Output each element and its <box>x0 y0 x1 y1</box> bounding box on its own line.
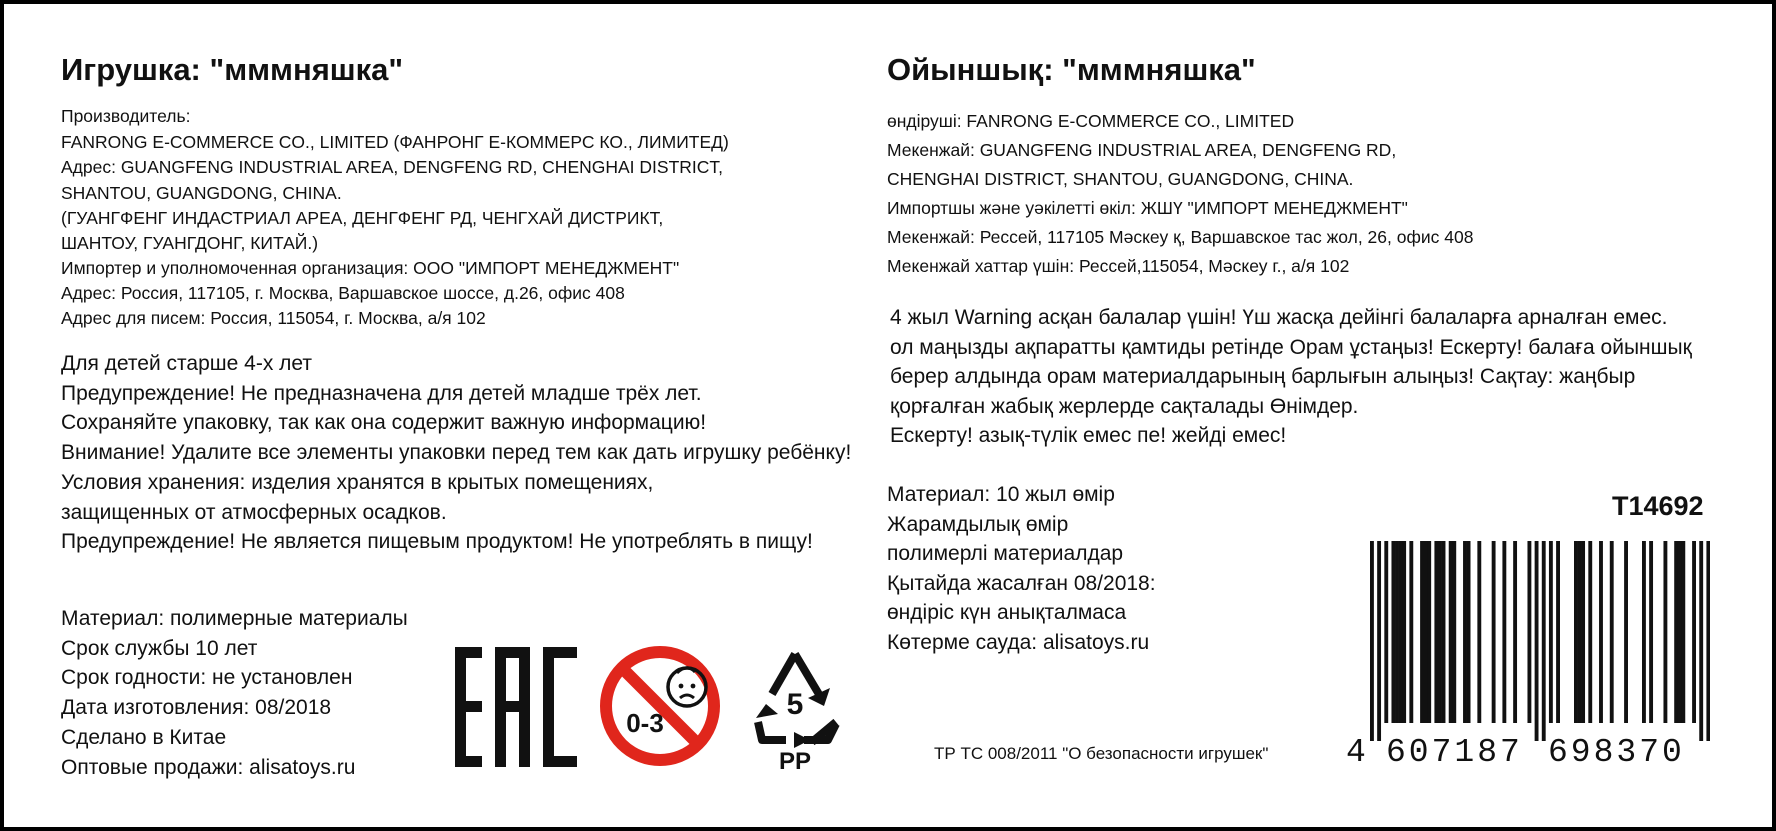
ru-detail-line: Срок службы 10 лет <box>61 636 258 660</box>
recycle-pp-icon <box>748 648 843 771</box>
barcode-bar <box>1674 541 1678 723</box>
ru-info-line: Адрес для писем: Россия, 115054, г. Москва, а/я 102 <box>61 308 486 328</box>
ru-warnings-block <box>61 349 851 557</box>
barcode-bar <box>1581 541 1585 723</box>
barcode-bar <box>1578 541 1582 723</box>
kz-info-line: өндіруші: FANRONG E-COMMERCE CO., LIMITED <box>887 111 1295 131</box>
barcode-bar <box>1574 541 1578 723</box>
barcode-guard-bar <box>1542 541 1546 741</box>
barcode-bars <box>1370 541 1710 741</box>
ru-info-line: Импортер и уполномоченная организация: ООО "ИМПОРТ МЕНЕДЖМЕНТ" <box>61 258 680 278</box>
barcode-bar <box>1399 541 1403 723</box>
barcode-bar <box>1624 541 1628 723</box>
kz-warning-line: қорғалған жабық жерлерде сақталады Өнімдер. <box>890 394 1359 418</box>
ru-info-line: SHANTOU, GUANGDONG, CHINA. <box>61 183 342 203</box>
barcode-bar <box>1649 541 1653 723</box>
kz-details-block <box>887 480 1156 658</box>
recycle-material: PP <box>778 748 812 771</box>
article-code: T14692 <box>1612 491 1704 521</box>
kz-warnings-block <box>890 303 1692 451</box>
barcode-bar <box>1642 541 1646 723</box>
kz-info-line: Мекенжай: Рессей, 117105 Мәскеу қ, Варшавское тас жол, 26, офис 408 <box>887 227 1474 247</box>
ru-warning-line: Внимание! Удалите все элементы упаковки перед тем как дать игрушку ребёнку! <box>61 441 852 465</box>
ru-info-line: Производитель: <box>61 106 191 126</box>
barcode-bar <box>1442 541 1446 723</box>
ru-warning-line: Предупреждение! Не предназначена для детей младше трёх лет. <box>61 381 702 405</box>
ru-warning-line: Условия хранения: изделия хранятся в крытых помещениях, <box>61 470 654 494</box>
barcode-guard-bar <box>1699 541 1703 741</box>
ru-info-line: ШАНТОУ, ГУАНГДОНГ, КИТАЙ.) <box>61 233 319 253</box>
ru-detail-line: Материал: полимерные материалы <box>61 607 408 630</box>
barcode-bar <box>1452 541 1456 723</box>
barcode-bar <box>1513 541 1517 723</box>
barcode-bar <box>1409 541 1413 723</box>
kz-warning-line: ол маңызды ақпаратты қамтиды ретінде Орам ұстаңыз! Ескерту! балаға ойыншық <box>890 335 1692 359</box>
barcode-first-digit: 4 <box>1346 734 1369 771</box>
ru-warning-line: Предупреждение! Не является пищевым продуктом! Не употреблять в пищу! <box>61 530 813 554</box>
barcode-guard-bar <box>1535 541 1539 741</box>
ru-warning-line: Сохраняйте упаковку, так как она содержит важную информацию! <box>61 411 707 435</box>
barcode-bar <box>1402 541 1406 723</box>
ru-info-line: Адрес: GUANGFENG INDUSTRIAL AREA, DENGFENG RD, CHENGHAI DISTRICT, <box>61 157 724 177</box>
barcode-bar <box>1395 541 1399 723</box>
barcode-bar <box>1438 541 1442 723</box>
ru-info-line: (ГУАНГФЕНГ ИНДАСТРИАЛ АРЕА, ДЕНГФЕНГ РД, ЧЕНГХАЙ ДИСТРИКТ, <box>61 208 664 228</box>
kz-detail-line: Жарамдылық өмір <box>887 512 1069 536</box>
barcode-bar <box>1556 541 1560 723</box>
barcode-bar <box>1467 541 1471 723</box>
barcode-bar <box>1663 541 1667 723</box>
ru-info-line: Адрес: Россия, 117105, г. Москва, Варшавское шоссе, д.26, офис 408 <box>61 283 625 303</box>
barcode-bar <box>1588 541 1592 723</box>
barcode-left-digits: 607187 <box>1386 734 1523 771</box>
ru-detail-line: Срок годности: не установлен <box>61 666 353 690</box>
kz-title: Ойыншық: "мммняшка" <box>887 52 1256 87</box>
barcode-guard-bar <box>1706 541 1710 741</box>
barcode-guard-bar <box>1370 541 1374 741</box>
kz-detail-line: полимерлі материалдар <box>887 542 1124 566</box>
barcode-bar <box>1463 541 1467 723</box>
barcode-bar <box>1449 541 1453 723</box>
barcode-bar <box>1678 541 1682 723</box>
kz-detail-line: өндіріс күн анықталмаса <box>887 601 1127 625</box>
ru-title: Игрушка: "мммняшка" <box>61 52 404 87</box>
age-range-label: 0-3 <box>626 708 664 738</box>
barcode-bar <box>1549 541 1553 723</box>
barcode-bar <box>1692 541 1696 723</box>
kz-info-line: Мекенжай: GUANGFENG INDUSTRIAL AREA, DENGFENG RD, <box>887 140 1397 160</box>
barcode-right-digits: 698370 <box>1548 734 1685 771</box>
barcode-bar <box>1477 541 1481 723</box>
kz-warning-line: Ескерту! азық-түлік емес пе! жейді емес! <box>890 424 1287 448</box>
kz-info-line: CHENGHAI DISTRICT, SHANTOU, GUANGDONG, CHINA. <box>887 169 1354 189</box>
kz-detail-line: Материал: 10 жыл өмір <box>887 483 1115 506</box>
kz-warning-line: берер алдында орам материалдарының барлығын алыңыз! Сақтау: жаңбыр <box>890 365 1636 389</box>
ru-detail-line: Дата изготовления: 08/2018 <box>61 696 332 720</box>
ru-info-line: FANRONG E-COMMERCE CO., LIMITED (ФАНРОНГ Е-КОММЕРС КО., ЛИМИТЕД) <box>61 132 729 152</box>
kz-info-block <box>887 107 1473 281</box>
barcode-bar <box>1391 541 1395 723</box>
ru-detail-line: Оптовые продажи: alisatoys.ru <box>61 755 356 779</box>
ru-warning-line: Для детей старше 4-х лет <box>61 352 313 375</box>
barcode <box>1370 541 1710 741</box>
barcode-bar <box>1599 541 1603 723</box>
age-warning-icon <box>599 645 721 767</box>
barcode-bar <box>1420 541 1424 723</box>
kz-info-line: Импортшы және уәкілетті өкіл: ЖШҮ "ИМПОРТ МЕНЕДЖМЕНТ" <box>887 198 1408 218</box>
barcode-bar <box>1434 541 1438 723</box>
barcode-bar <box>1427 541 1431 723</box>
eac-mark-icon <box>455 647 577 767</box>
ru-warning-line: защищенных от атмосферных осадков. <box>61 500 447 524</box>
kz-detail-line: Көтерме сауда: alisatoys.ru <box>887 630 1150 654</box>
kz-detail-line: Қытайда жасалған 08/2018: <box>887 571 1156 595</box>
ru-details-block <box>61 604 408 782</box>
barcode-bar <box>1424 541 1428 723</box>
barcode-bar <box>1492 541 1496 723</box>
regulation-text: ТР ТС 008/2011 "О безопасности игрушек" <box>934 744 1269 763</box>
barcode-guard-bar <box>1377 541 1381 741</box>
ru-detail-line: Сделано в Китае <box>61 725 227 749</box>
ru-info-block <box>61 104 841 331</box>
kz-info-line: Мекенжай хаттар үшін: Рессей,115054, Мәскеу г., а/я 102 <box>887 256 1350 276</box>
recycle-number: 5 <box>786 688 804 721</box>
barcode-bar <box>1527 541 1531 723</box>
barcode-bar <box>1384 541 1388 723</box>
barcode-bar <box>1502 541 1506 723</box>
barcode-bar <box>1681 541 1685 723</box>
kz-warning-line: 4 жыл Warning асқан балалар үшін! Үш жасқа дейінгі балаларға арналған емес. <box>890 306 1668 329</box>
barcode-bar <box>1610 541 1614 723</box>
